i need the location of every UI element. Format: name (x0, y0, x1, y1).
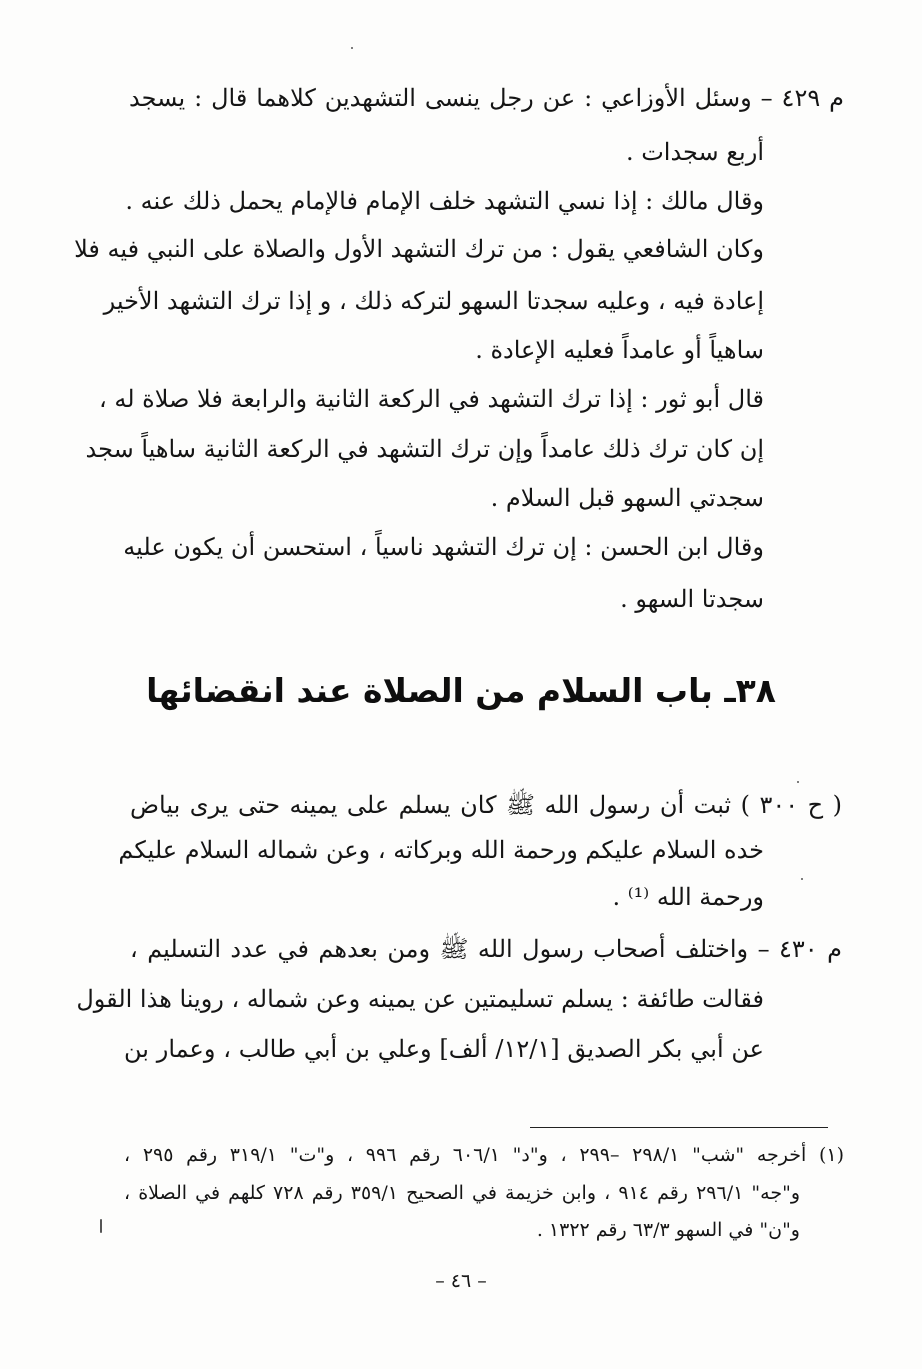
text-line: ساهياً أو عامداً فعليه الإعادة . (475, 336, 764, 364)
text-line: ورحمة الله ⁽¹⁾ . (612, 883, 764, 911)
text-line: إعادة فيه ، وعليه سجدتا السهو لتركه ذلك ، و إذا ترك التشهد الأخير (103, 287, 764, 315)
scan-speck (797, 781, 799, 783)
footnote-separator (530, 1127, 828, 1128)
text-line: سجدتي السهو قبل السلام . (490, 484, 764, 512)
text-line: فقالت طائفة : يسلم تسليمتين عن يمينه وعن شماله ، روينا هذا القول (76, 985, 764, 1013)
text-line: سجدتا السهو . (620, 585, 764, 613)
footnote-line: و"ن" في السهو ٦٣/٣ رقم ١٣٢٢ . (536, 1219, 800, 1241)
text-line: ( ح ٣٠٠ ) ثبت أن رسول الله ﷺ كان يسلم على يمينه حتى يرى بياض (130, 791, 842, 819)
scan-speck (801, 878, 803, 880)
text-line: قال أبو ثور : إذا ترك التشهد في الركعة الثانية والرابعة فلا صلاة له ، (98, 385, 764, 413)
text-line: م ٤٢٩ – وسئل الأوزاعي : عن رجل ينسى التشهدين كلاهما قال : يسجد (129, 84, 844, 112)
text-line: وقال مالك : إذا نسي التشهد خلف الإمام فالإمام يحمل ذلك عنه . (125, 187, 764, 215)
scan-speck (100, 1219, 102, 1233)
text-line: وقال ابن الحسن : إن ترك التشهد ناسياً ، استحسن أن يكون عليه (123, 533, 764, 561)
text-line: إن كان ترك ذلك عامداً وإن ترك التشهد في الركعة الثانية ساهياً سجد (85, 435, 764, 463)
scan-speck (351, 47, 353, 49)
text-line: وكان الشافعي يقول : من ترك التشهد الأول والصلاة على النبي فيه فلا (74, 235, 764, 263)
chapter-heading: ٣٨ـ باب السلام من الصلاة عند انقضائها (146, 671, 776, 710)
text-line: خده السلام عليكم ورحمة الله وبركاته ، وعن شماله السلام عليكم (118, 836, 764, 864)
footnote-line: (١) أخرجه "شب" ٢٩٨/١ –٢٩٩ ، و"د" ٦٠٦/١ رقم ٩٩٦ ، و"ت" ٣١٩/١ رقم ٢٩٥ ، (124, 1144, 845, 1166)
text-line: م ٤٣٠ – واختلف أصحاب رسول الله ﷺ ومن بعدهم في عدد التسليم ، (130, 935, 842, 963)
footnote-line: و"جه" ٢٩٦/١ رقم ٩١٤ ، وابن خزيمة في الصحيح ٣٥٩/١ رقم ٧٢٨ كلهم في الصلاة ، (124, 1182, 801, 1204)
text-line: عن أبي بكر الصديق [١٢/١/ ألف] وعلي بن أبي طالب ، وعمار بن (124, 1035, 764, 1063)
text-line: أربع سجدات . (625, 138, 764, 166)
page-number: – ٤٦ – (435, 1270, 487, 1292)
